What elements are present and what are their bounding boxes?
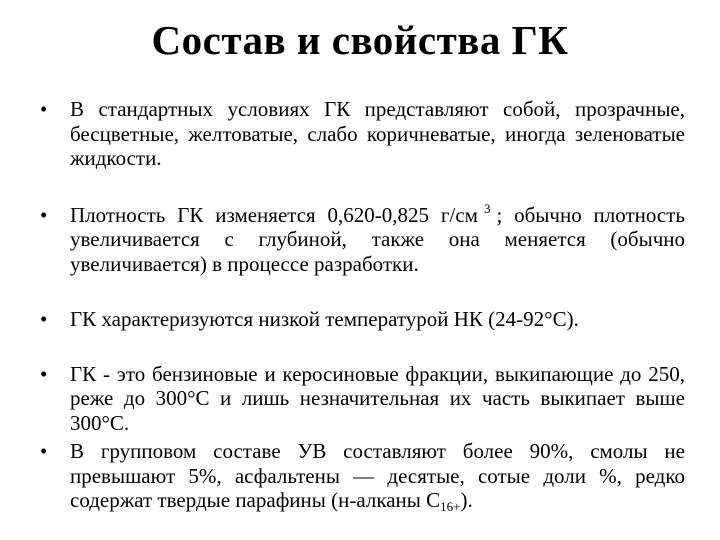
bullet-marker: • xyxy=(40,307,48,331)
bullet-text-part2: ; обычно плотность увеличивается с глубиной, также она меняется (обычно увеличивается) в процессе разработки. xyxy=(70,202,686,276)
slide-title: Состав и свойства ГК xyxy=(151,17,569,63)
bullet-marker: • xyxy=(40,97,48,121)
bullet-text-part2: ). xyxy=(460,488,473,512)
bullet-item-appearance xyxy=(40,97,685,171)
bullet-item-fractions xyxy=(40,362,685,436)
bullet-item-density xyxy=(40,200,686,277)
bullet-marker: • xyxy=(40,439,48,463)
bullet-marker: • xyxy=(40,361,48,386)
bullet-text: В стандартных условиях ГК представляют собой, прозрачные, бесцветные, желтоватые, слабо коричневатые, иногда зеленоватые жидкости. xyxy=(70,97,685,170)
bullet-item-temperature xyxy=(40,307,685,332)
subscript-carbon-count: 16+ xyxy=(440,499,461,514)
bullet-marker: • xyxy=(40,202,48,227)
bullet-text: ГК характеризуются низкой температурой НК (24-92°С). xyxy=(70,307,579,331)
bullet-text-part1: Плотность ГК изменяется 0,620-0,825 г/см xyxy=(70,202,478,227)
bullet-text-part1: В групповом составе УВ составляют более 90%, смолы не превышают 5%, асфальтены — десятые, сотые доли %, редко содержат твердые парафины (н-алканы С xyxy=(70,439,685,512)
bullet-list xyxy=(40,97,685,513)
bullet-text: ГК - это бензиновые и керосиновые фракции, выкипающие до 250, реже до 300°С и лишь незначительная их часть выкипает выше 300°С. xyxy=(70,361,685,435)
superscript-cubic: 3 xyxy=(483,200,491,216)
bullet-item-group-composition xyxy=(40,439,685,513)
